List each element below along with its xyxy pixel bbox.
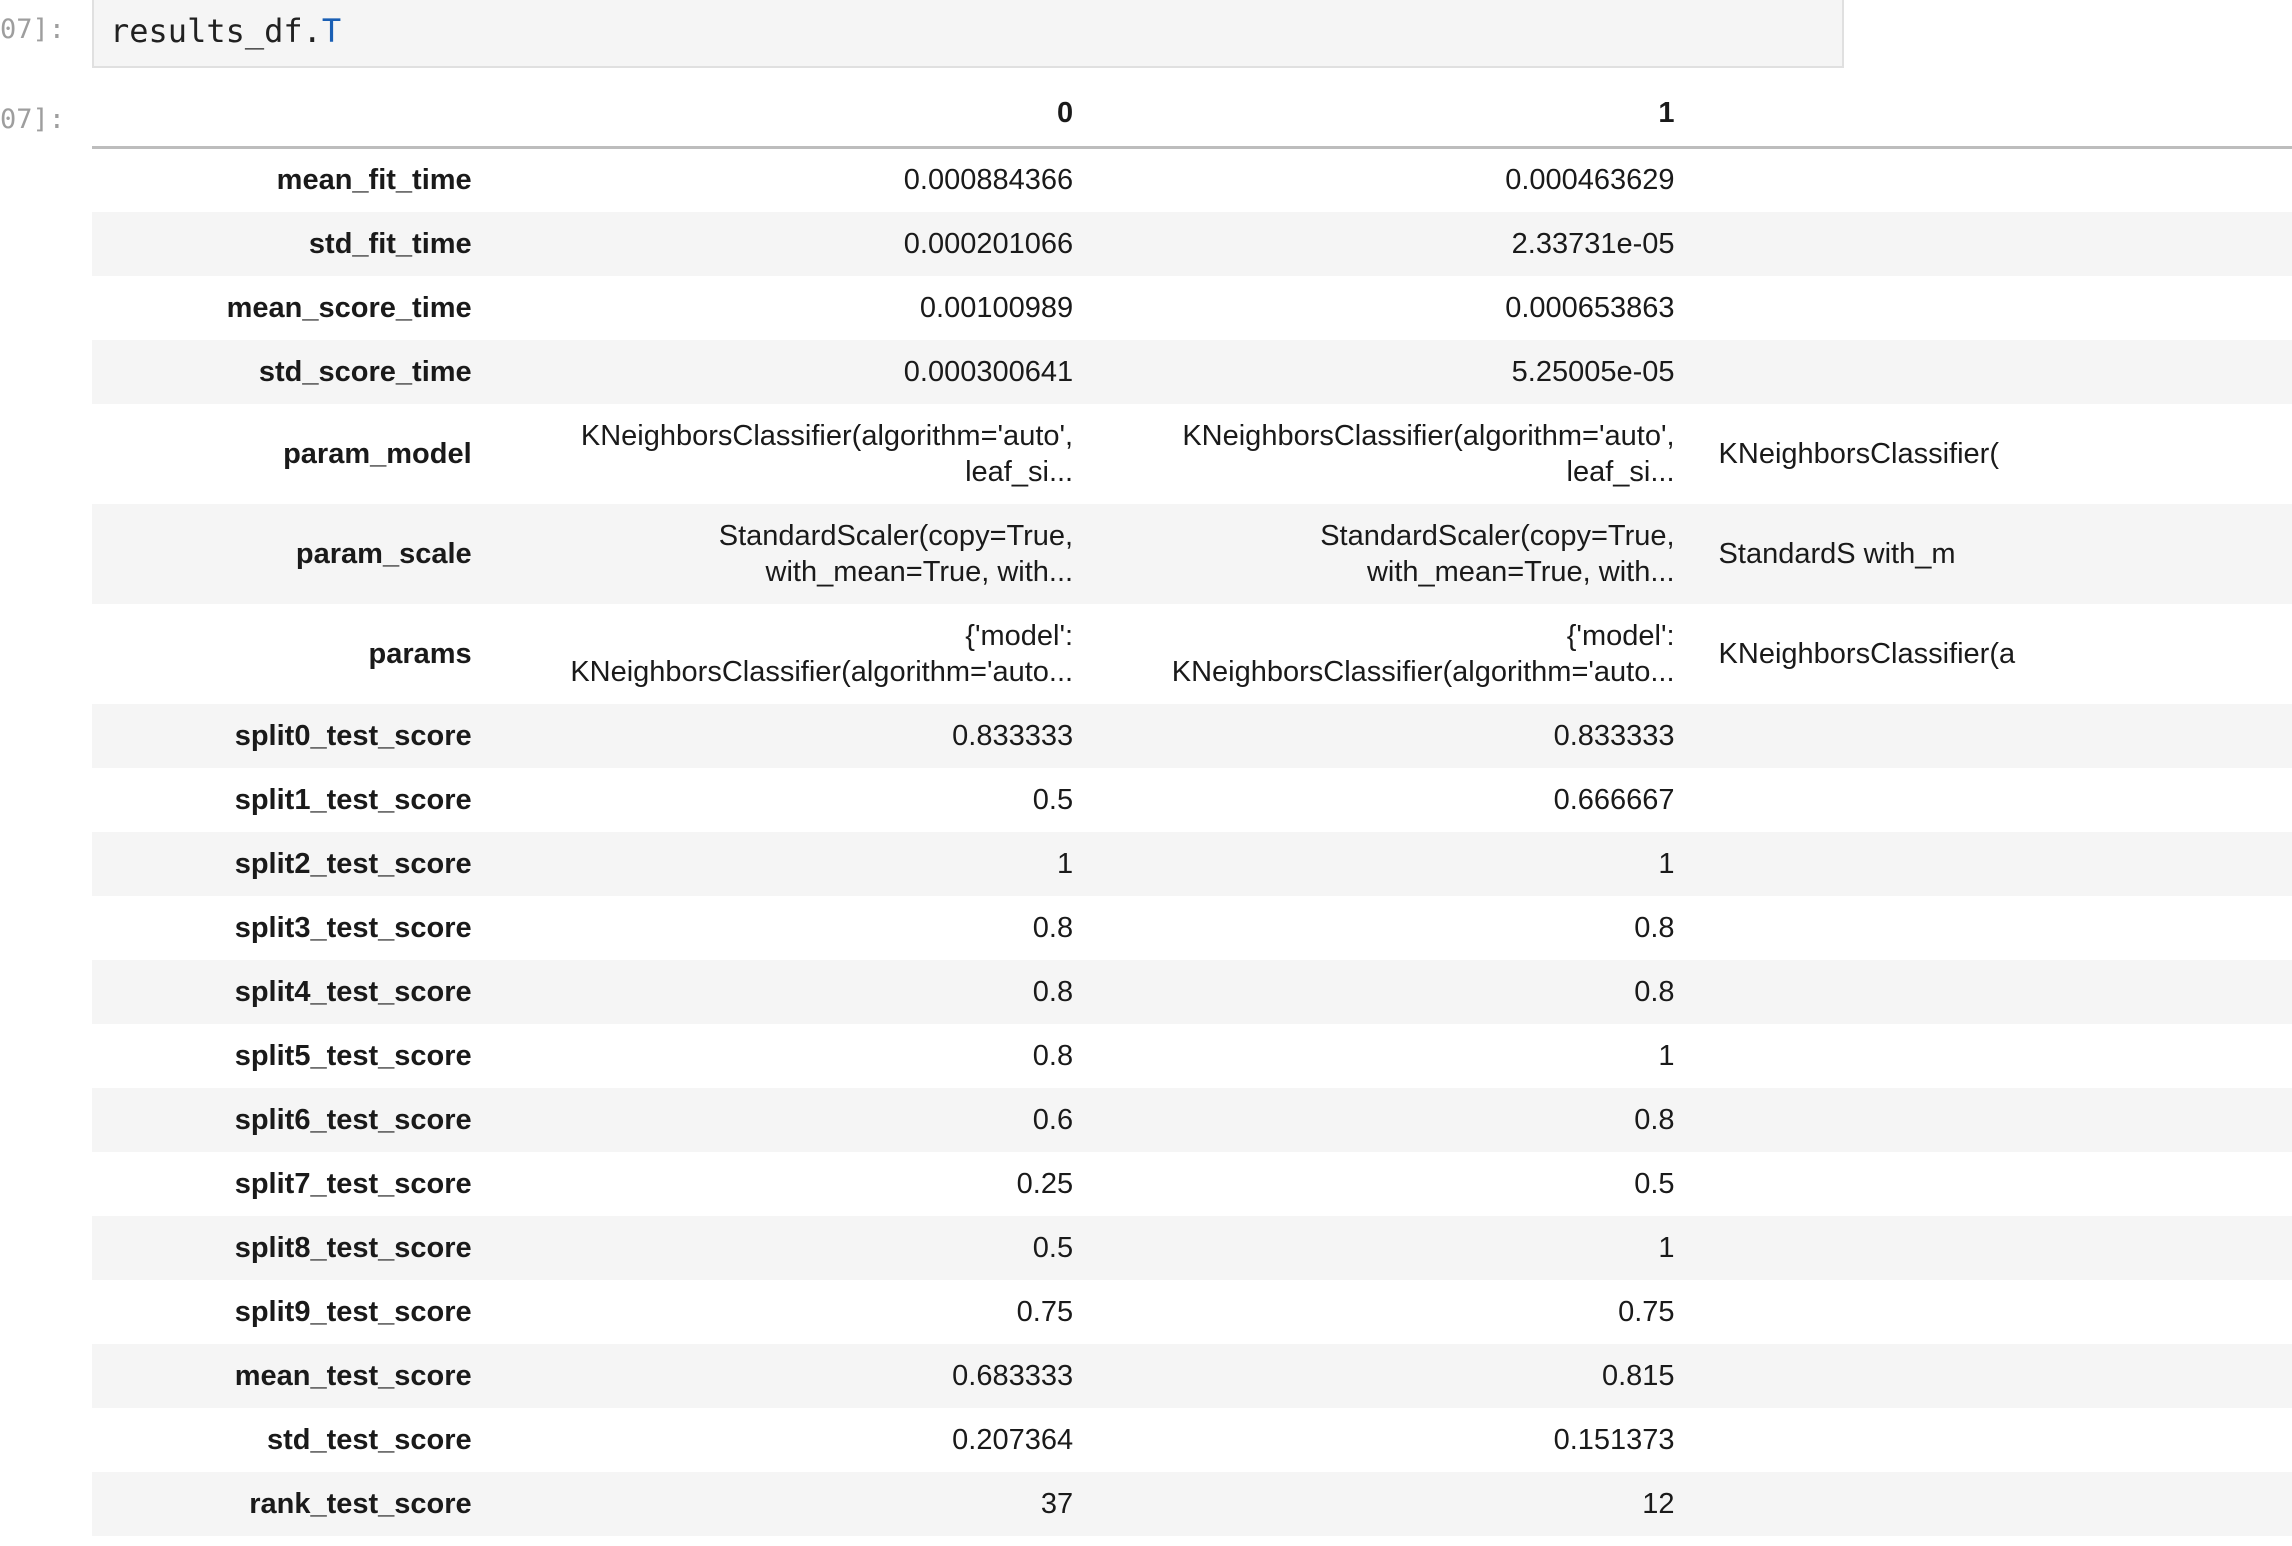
- table-row: [92, 1216, 2292, 1280]
- table-cell-partial: KNeighborsClassifier(a: [1718, 637, 2016, 670]
- row-label: split7_test_score: [234, 1167, 472, 1200]
- table-cell-partial: [1691, 1024, 2292, 1088]
- table-row: [92, 1280, 2292, 1344]
- table-cell-partial: [1691, 960, 2292, 1024]
- table-cell: 0.5: [1032, 1231, 1074, 1264]
- table-row: [92, 768, 2292, 832]
- row-label: std_score_time: [258, 355, 472, 388]
- table-cell: {'model': KNeighborsClassifier(algorithm='auto...: [1171, 619, 1675, 688]
- table-cell: 0.75: [1618, 1295, 1675, 1328]
- row-label: std_fit_time: [308, 227, 472, 260]
- table-row: [92, 1024, 2292, 1088]
- row-label: split1_test_score: [234, 783, 472, 816]
- table-cell-partial: [1691, 148, 2292, 212]
- table-cell: 2.33731e-05: [1511, 227, 1675, 260]
- table-cell-partial: [1691, 1408, 2292, 1472]
- table-cell: 5.25005e-05: [1511, 355, 1675, 388]
- column-header: 1: [1089, 80, 1690, 148]
- table-cell-partial: [1691, 1216, 2292, 1280]
- table-row: [92, 212, 2292, 276]
- table-cell: 0.8: [1032, 911, 1074, 944]
- row-label: split8_test_score: [234, 1231, 472, 1264]
- code-input[interactable]: [110, 12, 341, 50]
- table-cell: {'model': KNeighborsClassifier(algorithm='auto...: [570, 619, 1074, 688]
- table-row: [92, 704, 2292, 768]
- row-label: split5_test_score: [234, 1039, 472, 1072]
- table-cell: 0.815: [1601, 1359, 1675, 1392]
- table-cell-partial: [1691, 276, 2292, 340]
- output-area: [92, 80, 2016, 1536]
- table-row: [92, 1344, 2292, 1408]
- table-cell: 0.5: [1634, 1167, 1675, 1200]
- row-label: split0_test_score: [234, 719, 472, 752]
- table-cell: 0.000463629: [1505, 164, 1675, 197]
- table-cell: 0.833333: [952, 719, 1074, 752]
- row-label: split4_test_score: [234, 975, 472, 1008]
- table-row: [92, 832, 2292, 896]
- row-label: split9_test_score: [234, 1295, 472, 1328]
- table-cell-partial: [1691, 1280, 2292, 1344]
- table-row: [92, 504, 2292, 604]
- table-row: [92, 276, 2292, 340]
- table-cell: 0.00100989: [919, 291, 1074, 324]
- table-cell: 0.683333: [952, 1359, 1074, 1392]
- table-cell-partial: [1691, 1088, 2292, 1152]
- table-row: [92, 148, 2292, 212]
- table-row: [92, 340, 2292, 404]
- table-cell: 0.207364: [952, 1423, 1074, 1456]
- table-cell: 1: [1056, 847, 1074, 880]
- row-label: std_test_score: [266, 1423, 472, 1456]
- table-cell-partial: [1691, 1152, 2292, 1216]
- table-cell-partial: [1691, 1472, 2292, 1536]
- table-row: [92, 896, 2292, 960]
- table-cell: 0.8: [1634, 1103, 1675, 1136]
- table-cell: StandardScaler(copy=True, with_mean=True, with...: [718, 519, 1074, 588]
- table-cell-partial: [1691, 768, 2292, 832]
- table-cell: 0.000300641: [903, 355, 1074, 388]
- table-cell: 0.8: [1032, 1039, 1074, 1072]
- table-cell-partial: [1691, 340, 2292, 404]
- table-cell: StandardScaler(copy=True, with_mean=True, with...: [1320, 519, 1675, 588]
- row-label: split2_test_score: [234, 847, 472, 880]
- table-cell-partial: [1691, 832, 2292, 896]
- table-cell: 0.000653863: [1505, 291, 1675, 324]
- code-object: results_df.: [110, 12, 322, 50]
- table-row: [92, 404, 2292, 504]
- table-cell-partial: [1691, 896, 2292, 960]
- input-prompt: 07]:: [0, 14, 66, 45]
- table-cell: 0.833333: [1553, 719, 1675, 752]
- table-cell-partial: KNeighborsClassifier(: [1718, 437, 1999, 470]
- header-row: [92, 80, 2292, 148]
- table-cell-partial: [1691, 1344, 2292, 1408]
- table-cell: 1: [1658, 1231, 1675, 1264]
- row-label: param_model: [283, 437, 472, 470]
- table-cell-partial: [1691, 704, 2292, 768]
- table-cell: 0.000201066: [903, 227, 1074, 260]
- table-cell: 1: [1658, 847, 1675, 880]
- table-cell: 0.75: [1016, 1295, 1074, 1328]
- row-label: mean_fit_time: [276, 164, 472, 197]
- table-cell-partial: StandardS with_m: [1718, 537, 1956, 570]
- index-header: [92, 80, 488, 148]
- table-cell: KNeighborsClassifier(algorithm='auto', leaf_si...: [1182, 419, 1675, 488]
- table-cell: 0.000884366: [903, 164, 1074, 197]
- table-row: [92, 1408, 2292, 1472]
- table-cell-partial: [1691, 212, 2292, 276]
- code-attribute: T: [321, 12, 342, 50]
- table-cell: 0.5: [1032, 783, 1074, 816]
- row-label: params: [368, 637, 472, 670]
- table-row: [92, 1472, 2292, 1536]
- row-label: rank_test_score: [249, 1487, 472, 1520]
- row-label: param_scale: [295, 537, 472, 570]
- code-cell[interactable]: [92, 0, 1844, 68]
- table-row: [92, 960, 2292, 1024]
- results-table: [92, 80, 2292, 1536]
- output-prompt: 07]:: [0, 104, 66, 135]
- row-label: split3_test_score: [234, 911, 472, 944]
- table-cell: 0.666667: [1553, 783, 1675, 816]
- column-header-partial: [1691, 80, 2292, 148]
- row-label: mean_score_time: [226, 291, 472, 324]
- table-cell: 12: [1642, 1487, 1675, 1520]
- row-label: mean_test_score: [234, 1359, 472, 1392]
- table-row: [92, 1088, 2292, 1152]
- table-cell: 0.8: [1032, 975, 1074, 1008]
- table-row: [92, 604, 2292, 704]
- table-cell: 1: [1658, 1039, 1675, 1072]
- table-cell: 0.151373: [1553, 1423, 1675, 1456]
- column-header: 0: [488, 80, 1089, 148]
- table-cell: 0.8: [1634, 911, 1675, 944]
- table-row: [92, 1152, 2292, 1216]
- table-cell: 0.25: [1016, 1167, 1074, 1200]
- row-label: split6_test_score: [234, 1103, 472, 1136]
- table-cell: 37: [1040, 1487, 1074, 1520]
- table-cell: 0.6: [1032, 1103, 1074, 1136]
- table-cell: 0.8: [1634, 975, 1675, 1008]
- table-cell: KNeighborsClassifier(algorithm='auto', leaf_si...: [580, 419, 1074, 488]
